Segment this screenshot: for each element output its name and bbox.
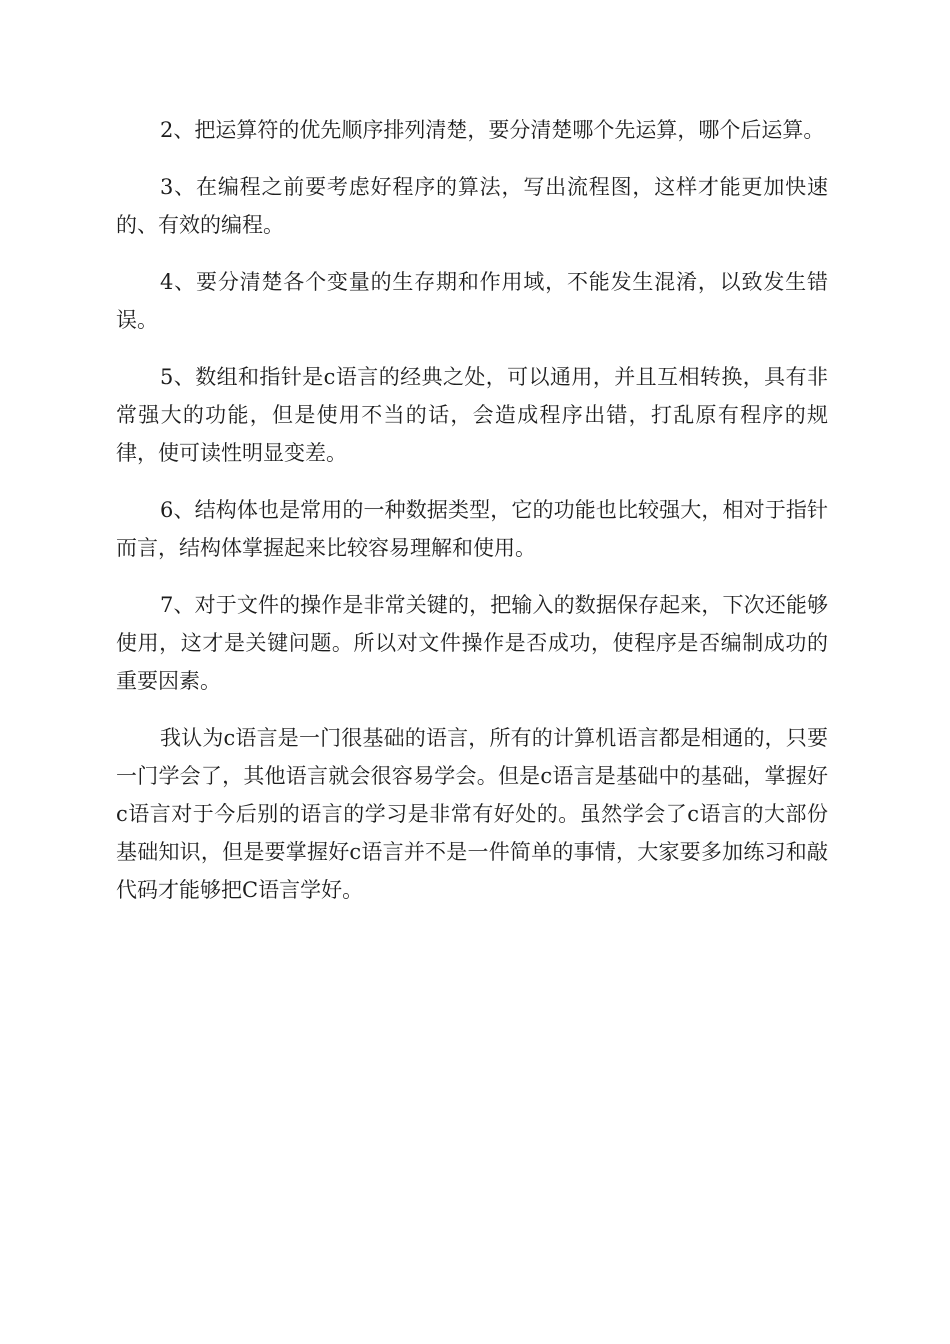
paragraph-conclusion: 我认为c语言是一门很基础的语言，所有的计算机语言都是相通的，只要一门学会了，其他语言就会很容易学会。但是c语言是基础中的基础，掌握好c语言对于今后别的语言的学习是非常有好处的。虽然学会了c语言的大部份基础知识，但是要掌握好c语言并不是一件简单的事情，大家要多加练习和敲代码才能够把C语言学好。: [116, 726, 828, 902]
paragraph-point-4: 4、要分清楚各个变量的生存期和作用域，不能发生混淆，以致发生错误。: [116, 270, 828, 332]
paragraph-point-5: 5、数组和指针是c语言的经典之处，可以通用，并且互相转换，具有非常强大的功能，但是使用不当的话，会造成程序出错，打乱原有程序的规律，使可读性明显变差。: [116, 365, 828, 465]
paragraph-point-3: 3、在编程之前要考虑好程序的算法，写出流程图，这样才能更加快速的、有效的编程。: [116, 175, 828, 237]
document-body: [116, 111, 828, 928]
paragraph-point-6: 6、结构体也是常用的一种数据类型，它的功能也比较强大，相对于指针而言，结构体掌握起来比较容易理解和使用。: [116, 498, 828, 560]
paragraph-point-7: 7、对于文件的操作是非常关键的，把输入的数据保存起来，下次还能够使用，这才是关键问题。所以对文件操作是否成功，使程序是否编制成功的重要因素。: [116, 593, 828, 693]
paragraph-point-2: 2、把运算符的优先顺序排列清楚，要分清楚哪个先运算，哪个后运算。: [160, 118, 825, 142]
